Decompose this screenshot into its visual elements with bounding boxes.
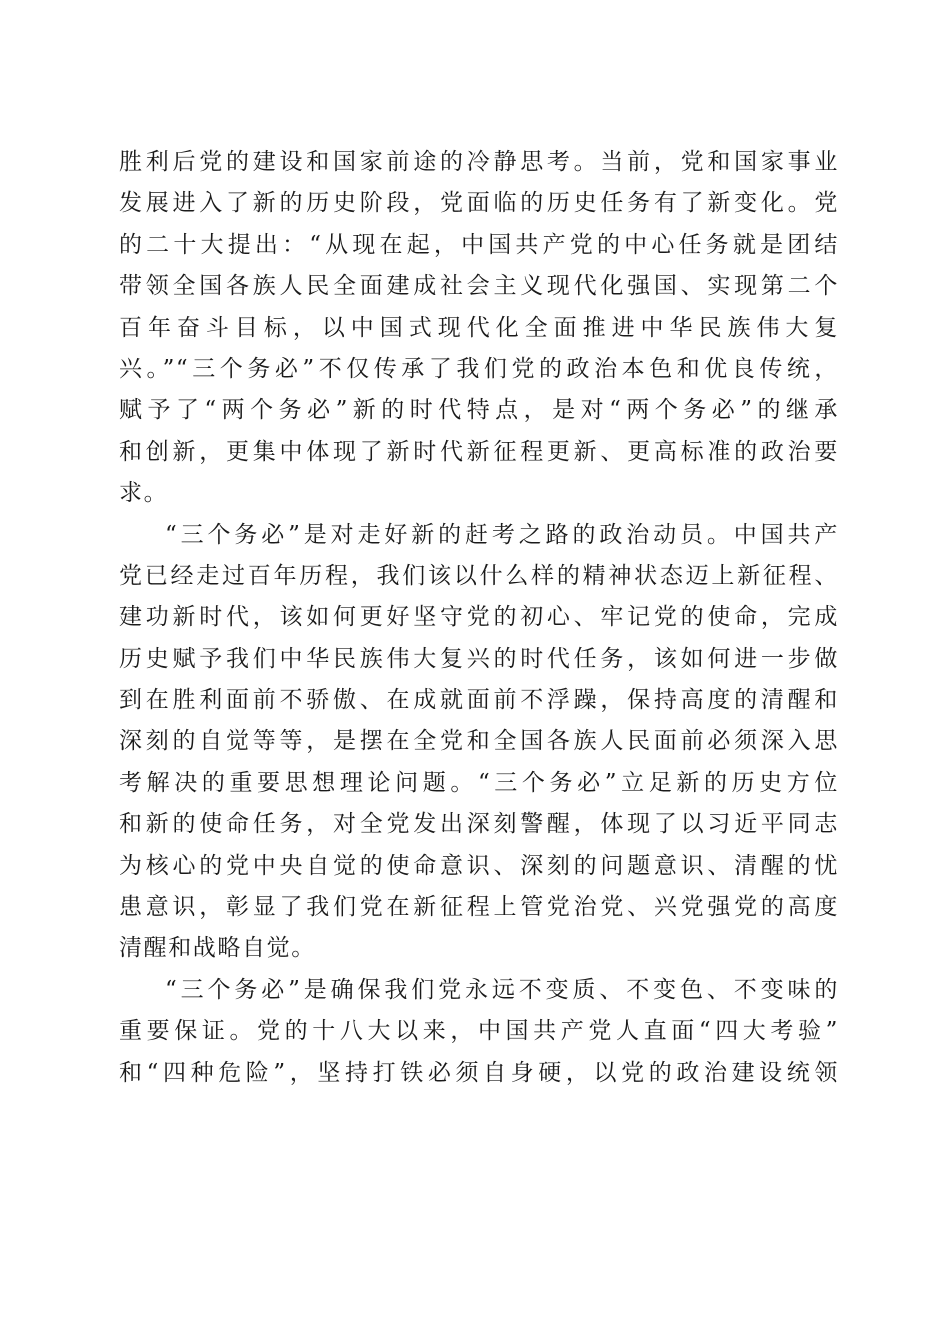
paragraph-2-line-5: 到在胜利面前不骄傲、在成就面前不浮躁，保持高度的清醒和 bbox=[119, 687, 839, 714]
paragraph-1-line-2: 发展进入了新的历史阶段，党面临的历史任务有了新变化。党 bbox=[119, 190, 839, 217]
paragraph-3-line-2: 重要保证。党的十八大以来，中国共产党人直面“四大考验” bbox=[119, 1018, 839, 1045]
paragraph-2-line-8: 和新的使命任务，对全党发出深刻警醒，体现了以习近平同志 bbox=[119, 811, 839, 838]
paragraph-2-line-11: 清醒和战略自觉。 bbox=[119, 935, 316, 962]
paragraph-1-line-3: 的二十大提出：“从现在起，中国共产党的中心任务就是团结 bbox=[119, 231, 839, 258]
paragraph-2-line-4: 历史赋予我们中华民族伟大复兴的时代任务，该如何进一步做 bbox=[119, 645, 839, 672]
paragraph-1-line-7: 赋予了“两个务必”新的时代特点，是对“两个务必”的继承 bbox=[119, 397, 839, 424]
paragraph-2-line-3: 建功新时代，该如何更好坚守党的初心、牢记党的使命，完成 bbox=[119, 604, 839, 631]
paragraph-2-line-7: 考解决的重要思想理论问题。“三个务必”立足新的历史方位 bbox=[119, 769, 839, 796]
paragraph-2-line-6: 深刻的自觉等等，是摆在全党和全国各族人民面前必须深入思 bbox=[119, 728, 839, 755]
paragraph-1-line-4: 带领全国各族人民全面建成社会主义现代化强国、实现第二个 bbox=[119, 273, 839, 300]
paragraph-3-line-1: “三个务必”是确保我们党永远不变质、不变色、不变味的 bbox=[165, 976, 839, 1003]
paragraph-1-line-1: 胜利后党的建设和国家前途的冷静思考。当前，党和国家事业 bbox=[119, 149, 839, 175]
paragraph-2-line-1: “三个务必”是对走好新的赶考之路的政治动员。中国共产 bbox=[165, 521, 839, 548]
paragraph-3-line-3: 和“四种危险”，坚持打铁必须自身硬，以党的政治建设统领 bbox=[119, 1059, 839, 1086]
paragraph-2-line-10: 患意识，彰显了我们党在新征程上管党治党、兴党强党的高度 bbox=[119, 894, 839, 921]
paragraph-1-line-9: 求。 bbox=[119, 480, 169, 507]
paragraph-2-line-9: 为核心的党中央自觉的使命意识、深刻的问题意识、清醒的忧 bbox=[119, 852, 839, 879]
paragraph-1-line-8: 和创新，更集中体现了新时代新征程更新、更高标准的政治要 bbox=[119, 438, 839, 465]
paragraph-1-line-6: 兴。”“三个务必”不仅传承了我们党的政治本色和优良传统， bbox=[119, 355, 839, 382]
paragraph-2-line-2: 党已经走过百年历程，我们该以什么样的精神状态迈上新征程、 bbox=[119, 562, 839, 589]
body-text bbox=[119, 142, 839, 1094]
paragraph-1-line-5: 百年奋斗目标，以中国式现代化全面推进中华民族伟大复 bbox=[119, 314, 839, 341]
